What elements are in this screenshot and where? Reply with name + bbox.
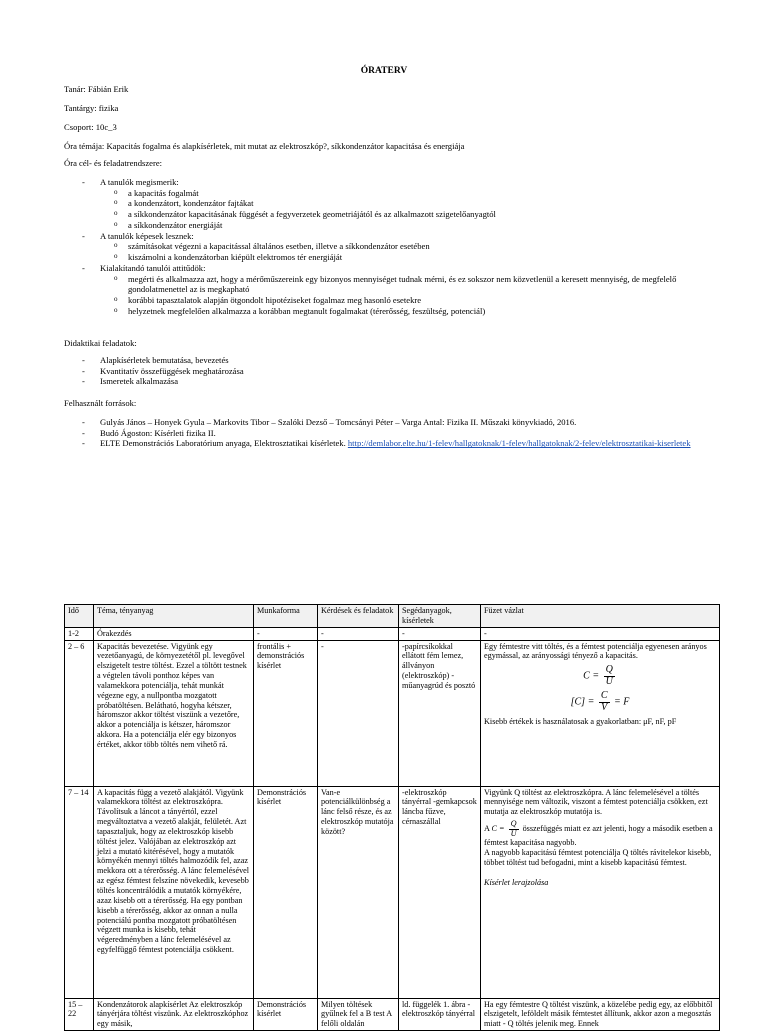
didactic-heading: Didaktikai feladatok: (64, 338, 137, 348)
goal-item: o megérti és alkalmazza azt, hogy a mérőműszereink egy bizonyos mennyiséget tudnak mérni, és ez sokszor nem közvetlenül a keresett mennyiség, de megfelelő gondolatmenettel az is megkapható (64, 274, 724, 295)
didactic-item: - Alapkísérletek bemutatása, bevezetés (64, 355, 724, 366)
topic-cell: Kondenzátorok alapkísérlet Az elektroszkóp tányérjára töltést viszünk. Az elektroszkóphoz egy másik, (94, 998, 254, 1031)
goal-item: o helyzetnek megfelelően alkalmazza a korábban megtanult fogalmakat (térerősség, feszültség, potenciál) (64, 306, 724, 317)
goal-item: o kiszámolni a kondenzátorban kiépült elektromos tér energiáját (64, 252, 724, 263)
goal-group-label: - A tanulók megismerik: (64, 177, 724, 188)
goal-item: o a síkkondenzátor energiáját (64, 220, 724, 231)
header-cell: Téma, tényanyag (94, 605, 254, 628)
topic-cell: Órakezdés (94, 627, 254, 640)
goal-item: o számításokat végezni a kapacitással általános esetben, illetve a síkkondenzátor esetében (64, 241, 724, 252)
sources-list (64, 417, 724, 449)
aids-cell: - (399, 627, 481, 640)
goal-group-label: - Kialakítandó tanulói attitűdök: (64, 263, 724, 274)
questions-cell: Milyen töltések gyűlnek fel a B test A felőli oldalán (318, 998, 399, 1031)
form-cell: Demonstrációs kísérlet (254, 998, 318, 1031)
goal-item: o korábbi tapasztalatok alapján ötgondolt hipotéziseket fogalmaz meg hasonló esetekre (64, 295, 724, 306)
notes-cell: - (481, 627, 720, 640)
goal-item: o a kondenzátort, kondenzátor fajtákat (64, 198, 724, 209)
source-link[interactable]: http://demlabor.elte.hu/1-felev/hallgatoknak/1-felev/hallgatoknak/2-felev/elektrosztatikai-kiserletek (347, 438, 691, 449)
goal-item: o a síkkondenzátor kapacitásának függését a fegyverzetek geometriájától és az alkalmazott szigetelőanyagtól (64, 209, 724, 220)
header-cell: Kérdések és feladatok (318, 605, 399, 628)
notes-text: Vigyünk Q töltést az elektroszkópra. A lánc felemelésével a töltés mennyisége nem változik, viszont a fémtest potenciálja csökken, ezt mutatja az elektroszkóp mutatója is. (484, 787, 708, 817)
goal-item: o a kapacitás fogalmát (64, 188, 724, 199)
table-row (65, 998, 720, 1031)
time-cell: 15 – 22 (65, 998, 94, 1031)
document-title: ÓRATERV (360, 66, 408, 76)
form-cell: Demonstrációs kísérlet (254, 786, 318, 998)
questions-cell: Van-e potenciálkülönbség a lánc felső része, és az elektroszkóp mutatója között? (318, 786, 399, 998)
teacher-line: Tanár: Fábián Erik (64, 84, 129, 94)
time-cell: 2 – 6 (65, 640, 94, 786)
source-item (64, 438, 724, 449)
topic-cell: Kapacitás bevezetése. Vigyünk egy vezetőanyagú, de környezetétől pl. levegővel elszigetelt testre töltést. Ezzel a töltött testnek a végtelen távoli ponthoz képes van valamekkora potenciálja, tehát munkát végezne egy, a nullpontba mozgatott próbatöltésen. Belátható, hogyha kétszer, háromszor akkor töltést viszünk a vezetőre, akkor a potenciálja is kétszer, háromszor akkora. Ha a potenciálja elér egy bizonyos értéket, akkor több töltés nem vihető rá. (94, 640, 254, 786)
header-cell: Idő (65, 605, 94, 628)
capacitance-formula: C = $\frac{Q}{U}$ (583, 664, 613, 687)
didactic-item: - Kvantitatív összefüggések meghatározása (64, 366, 724, 377)
form-cell: - (254, 627, 318, 640)
notes-cell (481, 786, 720, 998)
sources-heading: Felhasznált források: (64, 398, 137, 408)
fraction: $\frac{C}{V}$ (600, 690, 608, 713)
questions-cell: - (318, 627, 399, 640)
table-row (65, 640, 720, 786)
header-cell: Füzet vázlat (481, 605, 720, 628)
group-line: Csoport: 10c_3 (64, 122, 117, 132)
unit-formula: [C] = $\frac{C}{V}$ = F (570, 690, 630, 713)
questions-cell: - (318, 640, 399, 786)
table-row (65, 786, 720, 998)
notes-cell: Ha egy fémtestre Q töltést viszünk, a közelébe pedig egy, az előbbitől elszigetelt, leföldelt másik fémtestet állítunk, akkor azon a megosztás miatt - Q töltés jelenik meg. Ennek (481, 998, 720, 1031)
header-cell: Segédanyagok, kísérletek (399, 605, 481, 628)
topic-line: Óra témája: Kapacitás fogalma és alapkísérletek, mit mutat az elektroszkóp?, síkkondenzátor kapacitása és energiája (64, 141, 465, 151)
time-cell: 1-2 (65, 627, 94, 640)
goal-group-label: - A tanulók képesek lesznek: (64, 231, 724, 242)
source-item: - Gulyás János – Honyek Gyula – Markovits Tibor – Szalóki Dezső – Tomcsányi Péter – Varga Antal: Fizika II. Műszaki könyvkiadó, 2016. (64, 417, 724, 428)
source-item: - Budó Ágoston: Kísérleti fizika II. (64, 428, 724, 439)
aids-cell: -elektroszkóp tányérral -gemkapcsok láncba fűzve, cérnaszállal (399, 786, 481, 998)
fraction: $\frac{Q}{U}$ (605, 664, 613, 687)
header-cell: Munkaforma (254, 605, 318, 628)
aids-cell: ld. függelék 1. ábra -elektroszkóp tányérral (399, 998, 481, 1031)
topic-cell: A kapacitás függ a vezető alakjától. Vigyünk valamekkora töltést az elektroszkópra. Távolítsuk a láncot a tányértól, ezzel megváltoztatva a vezető alakját, felületét. Azt tapasztaljuk, hogy az elektroszkóp kisebb töltést jelez. Valójában az elektroszkóp azt jelzi a mutató kitérésével, hogy a mutatók környékén mennyi töltés halmozódik fel, azaz mekkora ott a térerősség. A lánc felemelésével az egész fémtest felszíne növekedik, kevesebb töltés koncentrálódik a mutatók környékére, azaz kisebb ott a térerősség. Ha egy pontban kisebb a térerősség, akkor az onnan a nulla potenciálú pontba mozgatott próbatöltésen végzett munka is kisebb, tehát végeredményben a lánc felemelésével az egyfelfüggő fémtest potenciálja csökkent. (94, 786, 254, 998)
notes-text: Kísérlet lerajzolása (484, 877, 549, 887)
table-row (65, 627, 720, 640)
didactic-list (64, 355, 724, 387)
notes-cell (481, 640, 720, 786)
notes-text: A nagyobb kapacitású fémtest potenciálja Q töltés rávitelekor kisebb, többet töltést tud befogadni, mint a kisebb kapacitású fémtest. (484, 848, 712, 867)
notes-text: Kisebb értékek is használatosak a gyakorlatban: μF, nF, pF (484, 717, 677, 727)
lesson-plan-table (64, 604, 720, 1031)
fraction: $\frac{Q}{U}$ (510, 819, 517, 838)
notes-formula-line: A C = $\frac{Q}{U}$ összefüggés miatt ez azt jelenti, hogy a második esetben a fémtest kapacitása nagyobb. (484, 819, 713, 848)
didactic-item: - Ismeretek alkalmazása (64, 376, 724, 387)
notes-text: Egy fémtestre vitt töltés, és a fémtest potenciálja egyenesen arányos egymással, az arányossági tényező a kapacitás. (484, 641, 707, 661)
subject-line: Tantárgy: fizika (64, 103, 119, 113)
goals-heading: Óra cél- és feladatrendszere: (64, 158, 163, 168)
source-text: ELTE Demonstrációs Laboratórium anyaga, Elektrosztatikai kísérletek. (100, 438, 346, 449)
goals-list (64, 177, 724, 317)
table-header-row (65, 605, 720, 628)
aids-cell: -papírcsíkokkal ellátott fém lemez, állványon (elektroszkóp) -műanyagrúd és posztó (399, 640, 481, 786)
form-cell: frontális + demonstrációs kísérlet (254, 640, 318, 786)
time-cell: 7 – 14 (65, 786, 94, 998)
